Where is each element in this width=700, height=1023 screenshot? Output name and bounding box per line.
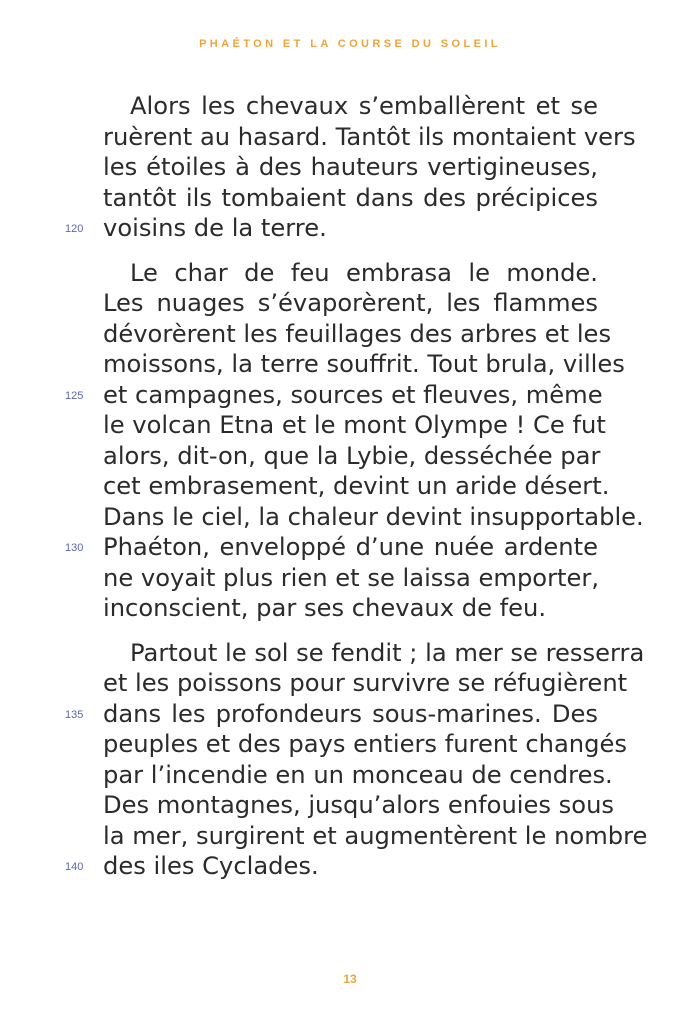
- text-line: alors, dit-on, que la Lybie, desséchée par: [103, 441, 601, 470]
- line-number: 120: [65, 223, 84, 235]
- text-line: le volcan Etna et le mont Olympe ! Ce fut: [103, 411, 606, 439]
- text-line: inconscient, par ses chevaux de feu.: [103, 594, 547, 622]
- text-line: et les poissons pour survivre se réfugièrent: [103, 669, 628, 697]
- text-line-content: voisins de la terre.: [103, 214, 327, 242]
- text-line: les étoiles à des hauteurs vertigineuses,: [103, 153, 598, 181]
- text-line: Partout le sol se fendit ; la mer se resserra: [130, 638, 645, 667]
- text-line-content: dans les profondeurs sous-marines. Des: [103, 699, 598, 728]
- paragraph-3: [65, 638, 648, 882]
- line-number: 130: [65, 542, 84, 554]
- text-line: Dans le ciel, la chaleur devint insupportable.: [103, 502, 644, 531]
- text-line: moissons, la terre souffrit. Tout brula, villes: [103, 350, 625, 378]
- text-line: Alors les chevaux s’emballèrent et se: [130, 92, 598, 120]
- text-line: cet embrasement, devint un aride désert.: [103, 472, 610, 500]
- text-line: peuples et des pays entiers furent changés: [103, 730, 627, 758]
- running-title: PHAÉTON ET LA COURSE DU SOLEIL: [199, 38, 501, 50]
- page-number: 13: [343, 972, 357, 986]
- text-line: dévorèrent les feuillages des arbres et les: [103, 319, 612, 348]
- text-line: [65, 851, 598, 882]
- text-line: [65, 532, 598, 563]
- body-text: [65, 91, 648, 896]
- text-line: ne voyait plus rien et se laissa emporter,: [103, 563, 600, 592]
- text-line: [65, 213, 598, 244]
- text-line-content: Phaéton, enveloppé d’une nuée ardente: [103, 533, 598, 561]
- text-line: Le char de feu embrasa le monde.: [130, 258, 598, 287]
- line-number: 125: [65, 389, 84, 402]
- paragraph-1: [65, 91, 636, 244]
- text-line-content: des iles Cyclades.: [103, 852, 319, 880]
- text-line: Des montagnes, jusqu’alors enfouies sous: [103, 791, 615, 819]
- text-line-content: et campagnes, sources et fleuves, même: [103, 380, 603, 409]
- line-number: 135: [65, 708, 84, 721]
- text-line: ruèrent au hasard. Tantôt ils montaient vers: [103, 122, 636, 151]
- text-line: Les nuages s’évaporèrent, les flammes: [103, 289, 598, 317]
- line-number: 140: [65, 861, 84, 873]
- text-line: la mer, surgirent et augmentèrent le nombre: [103, 821, 648, 850]
- text-line: tantôt ils tombaient dans des précipices: [103, 183, 598, 212]
- paragraph-2: [65, 258, 644, 624]
- text-line: [65, 380, 603, 411]
- text-line: [65, 699, 598, 730]
- text-line: par l’incendie en un monceau de cendres.: [103, 760, 613, 789]
